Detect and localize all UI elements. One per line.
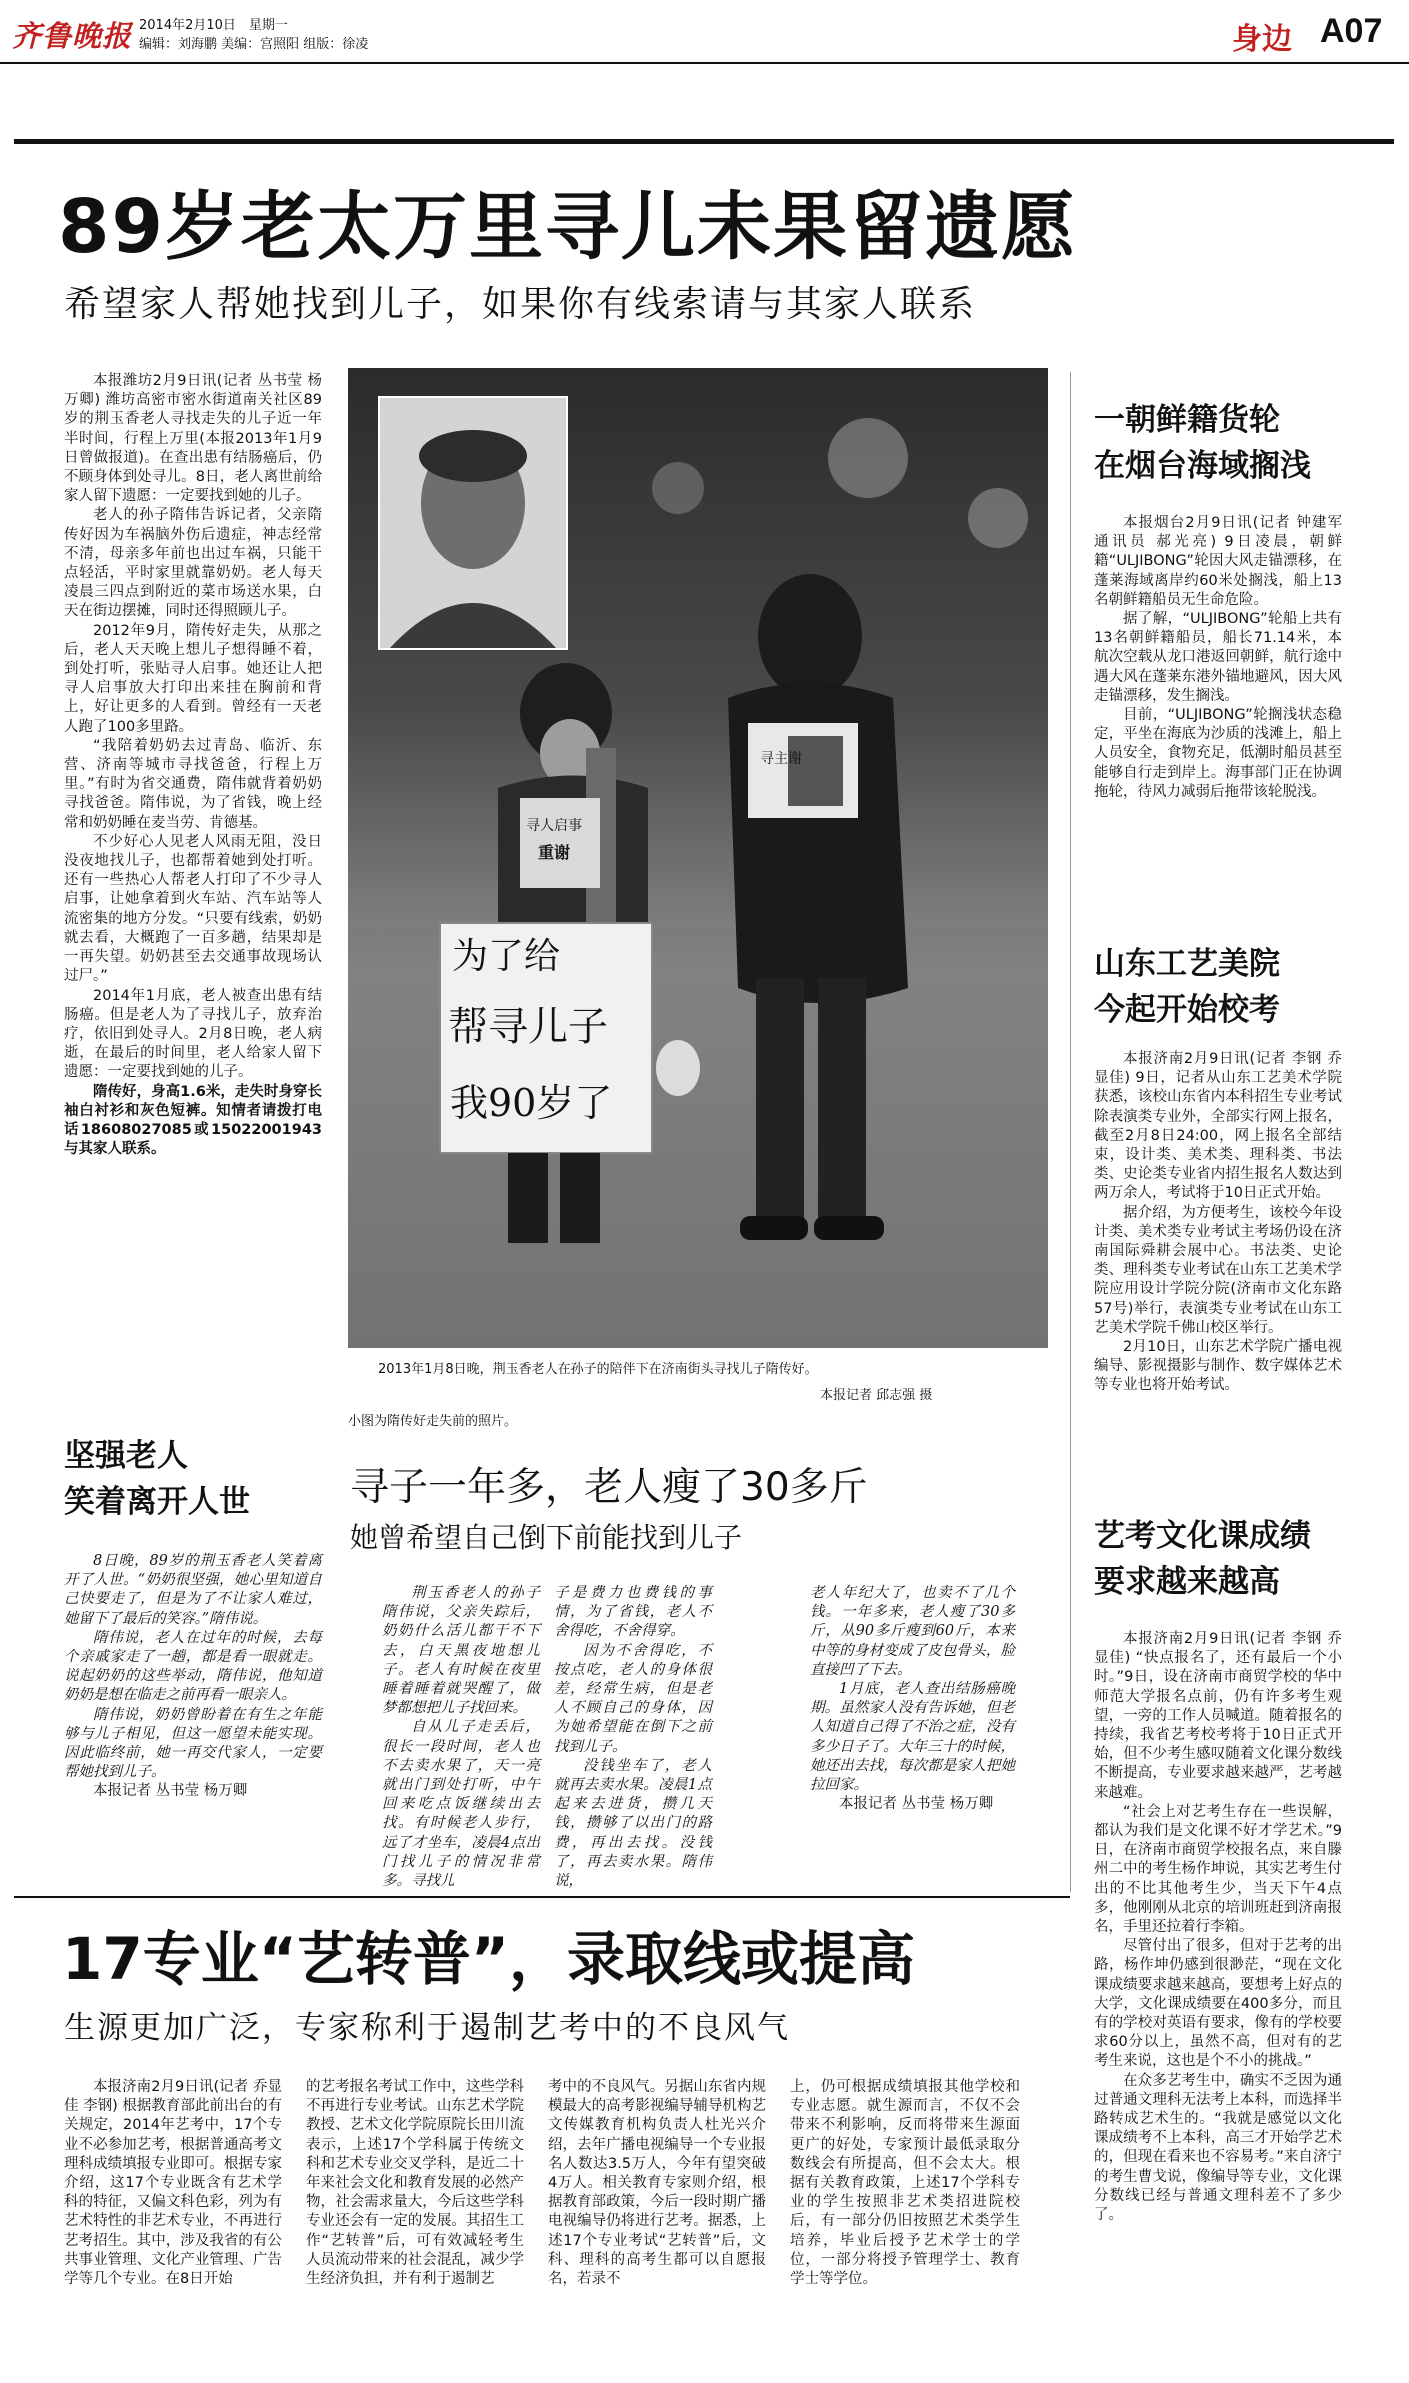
- sidebar-left-headline-2: 笑着离开人世: [64, 1484, 250, 1520]
- center-col-3: [810, 1584, 1015, 1859]
- editor-credits: 编辑：刘海鹏 美编：宫照阳 组版：徐凌: [139, 37, 369, 52]
- right1-paragraph: 本报烟台2月9日讯(记者 钟建军 通讯员 郝光亮) 9日凌晨，朝鲜籍“ULJIBONG”轮因大风走锚漂移，在蓬莱海域离岸约60米处搁浅，船上13名朝鲜籍船员无生命危险。: [1094, 515, 1342, 608]
- center-paragraph: 1月底，老人查出结肠癌晚期。虽然家人没有告诉她，但老人知道自己得了不治之症，没有多少日子了。大年三十的时候，她还出去找，每次都是家人把她拉回家。: [810, 1681, 1015, 1794]
- center-col-2: [554, 1584, 712, 1890]
- page-number: A07: [1320, 12, 1383, 50]
- grandson-shoe: [814, 1216, 884, 1240]
- bottom-story-rule: [14, 1896, 1070, 1898]
- masthead-rule: [0, 62, 1409, 64]
- woman-leg: [508, 1153, 548, 1243]
- photo-caption: 2013年1月8日晚，荆玉香老人在孙子的陪伴下在济南街头寻找儿子隋传好。: [378, 1362, 818, 1377]
- date-text: 2014年2月10日: [139, 18, 236, 33]
- center-paragraph: 因为不舍得吃，不按点吃，老人的身体很差，经常生病，但是老人不顾自己的身体，因为她希望能在倒下之前找到儿子。: [554, 1642, 712, 1755]
- main-paragraph: 2012年9月，隋传好走失，从那之后，老人天天晚上想儿子想得睡不着，到处打听，张贴寻人启事。她还让人把寻人启事放大打印出来挂在胸前和背上，好让更多的人看到。曾经有一天老人跑了100多里路。: [64, 622, 322, 735]
- right3-paragraph: “社会上对艺考生存在一些误解，都认为我们是文化课不好才学艺术。”9日，在济南市商贸学校报名点，来自滕州二中的考生杨作坤说，其实艺考生付出的不比其他考生少，当天下午4点多，他刚刚从北京的培训班赶到济南报名，手里还拉着行李箱。: [1094, 1803, 1342, 1936]
- center-paragraph: 没钱坐车了，老人就再去卖水果。凌晨1点起来去进货，攒几天钱，攒够了以出门的路费，再出去找。没钱了，再去卖水果。隋伟说，: [554, 1757, 712, 1890]
- section-name: 身边: [1232, 22, 1292, 57]
- main-paragraph: “我陪着奶奶去过青岛、临沂、东营、济南等城市寻找爸爸，行程上万里。”有时为省交通费，隋伟就背着奶奶寻找爸爸。隋伟说，为了省钱，晚上经常和奶奶睡在麦当劳、肯德基。: [64, 737, 322, 831]
- bottom-col-3: [548, 2078, 766, 2376]
- board-line-2: 帮寻儿子: [448, 1004, 608, 1050]
- center-byline: 本报记者 丛书莹 杨万卿: [839, 1796, 994, 1813]
- right1-headline-1: 一朝鲜籍货轮: [1094, 402, 1280, 438]
- right2-headline-2: 今起开始校考: [1094, 992, 1280, 1028]
- issue-date: [139, 14, 288, 33]
- right1-headline-2: 在烟台海域搁浅: [1094, 448, 1311, 484]
- bottom-paragraph: 本报济南2月9日讯(记者 乔显佳 李钢) 根据教育部此前出台的有关规定，2014年艺考中，17个专业不必参加艺考，根据普通高考文理科成绩填报专业即可。根据专家介绍，这17个专业既含有艺术学科的特征，又偏文科色彩，列为有艺术特性的非艺术专业，不再进行艺考招生。其中，涉及我省的有公共事业管理、文化产业管理、广告学等几个专业。在8日开始: [64, 2079, 282, 2288]
- center-subhead: 她曾希望自己倒下前能找到儿子: [350, 1521, 743, 1554]
- right-column-divider: [1070, 372, 1071, 1892]
- right2-paragraph: 2月10日，山东艺术学院广播电视编导、影视摄影与制作、数字媒体艺术等专业也将开始考试。: [1094, 1339, 1342, 1394]
- right3-headline-1: 艺考文化课成绩: [1094, 1518, 1311, 1554]
- street-light: [652, 462, 704, 514]
- center-col-1: [382, 1584, 540, 1890]
- right3-body: [1094, 1630, 1342, 2375]
- bottom-col-1: [64, 2078, 282, 2376]
- photo-credit: 本报记者 邱志强 摄: [820, 1388, 933, 1403]
- sidebar-left-headline-1: 坚强老人: [64, 1438, 188, 1474]
- bottom-subhead: 生源更加广泛，专家称利于遏制艺考中的不良风气: [64, 2010, 790, 2046]
- center-paragraph: 自从儿子走丢后，很长一段时间，老人也不去卖水果了，天一亮就出门到处打听，中午回来吃点饭继续出去找。有时候老人步行，远了才坐车，凌晨4点出门找儿子的情况非常多。寻找儿: [382, 1719, 540, 1890]
- center-paragraph: 子是费力也费钱的事情，为了省钱，老人不舍得吃，不舍得穿。: [554, 1585, 712, 1640]
- sidebar-left-body: [64, 1552, 322, 1862]
- woman-leg: [560, 1153, 600, 1243]
- right2-body: [1094, 1050, 1342, 1470]
- grandson-leg: [756, 978, 804, 1228]
- right3-paragraph: 尽管付出了很多，但对于艺考的出路，杨作坤仍感到很渺茫，“现在文化课成绩要求越来越高，要想考上好点的大学，文化课成绩要在400多分，而且有的学校对英语有要求，像有的学校要求60分以上，虽然不高，但对有的艺考生来说，这也是个不小的挑战。”: [1094, 1938, 1342, 2070]
- right1-paragraph: 目前，“ULJIBONG”轮搁浅状态稳定，平坐在海底为沙质的浅滩上，船上人员安全，食物充足，低潮时船员甚至能够自行走到岸上。海事部门正在协调拖轮，待风力减弱后拖带该轮脱浅。: [1094, 707, 1342, 800]
- bottom-col-4: [790, 2078, 1020, 2376]
- weekday-text: 星期一: [248, 18, 288, 33]
- main-paragraph: 不少好心人见老人风雨无阻，没日没夜地找儿子，也都帮着她到处打听。还有一些热心人帮老人打印了不少寻人启事，让她拿着到火车站、汽车站等人流密集的地方分发。“只要有线索，奶奶就去看，大概跑了一百多趟，结果却是一再失望。奶奶甚至去交通事故现场认过尸。”: [64, 833, 322, 985]
- right3-headline-2: 要求越来越高: [1094, 1564, 1280, 1600]
- right2-paragraph: 据介绍，为方便考生，该校今年设计类、美术类专业考试主考场仍设在济南国际舜耕会展中心。书法类、史论类、理科类专业考试在山东工艺美术学院应用设计学院分院(济南市文化东路57号)举行，表演类专业考试在山东工艺美术学院千佛山校区举行。: [1094, 1204, 1342, 1336]
- right3-paragraph: 在众多艺考生中，确实不乏因为通过普通文理科无法考上本科，而选择半路转成艺术生的。“我就是感觉以文化课成绩考不上本科，高三才开始学艺术的，但现在看来也不容易考。”来自济宁的考生曹戈说，像编导等专业，文化课分数线已经与普通文理科差不了多少了。: [1094, 2072, 1342, 2224]
- main-paragraph: 老人的孙子隋伟告诉记者，父亲隋传好因为车祸脑外伤后遗症，神志经常不清，母亲多年前也出过车祸，只能干点轻活，平时家里就靠奶奶。老人每天凌晨三四点到附近的菜市场送水果，白天在街边摆摊，同时还得照顾儿子。: [64, 507, 322, 620]
- bottom-paragraph: 考中的不良风气。另据山东省内规模最大的高考影视编导辅导机构艺文传媒教育机构负责人杜光兴介绍，去年广播电视编导一个专业报名人数达3.5万人，今年有望突破4万人。相关教育专家则介绍，根据教育部政策，今后一段时期广播电视编导仍将进行艺考。据悉，上述17个专业考试“艺转普”后，文科、理科的高考生都可以自愿报名，若录不: [548, 2079, 766, 2288]
- right1-body: [1094, 514, 1342, 892]
- main-paragraph: 本报潍坊2月9日讯(记者 丛书莹 杨万卿) 潍坊高密市密水街道南关社区89岁的荆玉香老人寻找走失的儿子近一年半时间，行程上万里(本报2013年1月9日曾做报道)。在查出患有结肠癌后，仍不顾身体到处寻儿。8日，老人离世前给家人留下遗愿：一定要找到她的儿子。: [64, 373, 322, 505]
- grandson-hood: [758, 574, 862, 698]
- contact-paragraph: 隋传好，身高1.6米，走失时身穿长袖白衬衫和灰色短裤。知情者请拨打电话18608027085或15022001943与其家人联系。: [64, 1083, 322, 1158]
- sidebar-left-byline: 本报记者 丛书莹 杨万卿: [93, 1783, 248, 1800]
- bottom-paragraph: 上，仍可根据成绩填报其他学校和专业志愿。就生源而言，不仅不会带来不利影响，反而将带来生源面更广的好处，专家预计最低录取分数线会有所提高，但不会太大。根据有关教育政策，上述17个学科专业的学生按照非艺术类招进院校后，有一部分仍旧按照艺术类学生培养，毕业后授予艺术学士的学位，一部分将授予管理学士、教育学士等学位。: [790, 2079, 1020, 2288]
- main-subhead: 希望家人帮她找到儿子，如果你有线索请与其家人联系: [64, 284, 977, 325]
- newspaper-logo: 齐鲁晚报: [12, 19, 133, 53]
- woman-sign-reward: 重谢: [538, 843, 571, 862]
- sidebar-left-paragraph: 隋伟说，奶奶曾盼着在有生之年能够与儿子相见，但这一愿望未能实现。因此临终前，她一再交代家人，一定要帮她找到儿子。: [64, 1706, 322, 1781]
- right3-paragraph: 本报济南2月9日讯(记者 李钢 乔显佳) “快点报名了，还有最后一个小时。”9日，设在济南市商贸学校的华中师范大学报名点前，仍有许多考生观望，一旁的工作人员喊道。随着报名的持续，我省艺考校考将于10日正式开始，但不少考生感叹随着文化课分数线不断提高，专业要求越来越严，艺考越来越难。: [1094, 1631, 1342, 1801]
- missing-person-photo: [788, 736, 843, 806]
- right1-paragraph: 据了解，“ULJIBONG”轮船上共有13名朝鲜籍船员，船长71.14米，本航次空载从龙口港返回朝鲜，航行途中遇大风在蓬莱东港外锚地避风，因大风走锚漂移，发生搁浅。: [1094, 611, 1342, 704]
- bottom-col-2: [306, 2078, 524, 2376]
- main-story-body: [64, 372, 322, 1382]
- inset-portrait-drawing: [380, 398, 566, 648]
- main-paragraph: 2014年1月底，老人被查出患有结肠癌。但是老人为了寻找儿子，放弃治疗，依旧到处寻人。2月8日晚，老人病逝，在最后的时间里，老人给家人留下遗愿：一定要找到她的儿子。: [64, 987, 322, 1081]
- right2-headline-1: 山东工艺美院: [1094, 946, 1280, 982]
- woman-sign-text: 寻人启事: [526, 818, 582, 834]
- street-light: [828, 418, 908, 498]
- inset-caption: 小图为隋传好走失前的照片。: [348, 1414, 518, 1429]
- portrait-hair: [419, 430, 527, 482]
- board-line-3: 我90岁了: [450, 1081, 613, 1125]
- inset-portrait-photo: [378, 396, 568, 650]
- sidebar-left-paragraph: 隋伟说，老人在过年的时候，去每个亲戚家走了一趟，都是看一眼就走。说起奶奶的这些举动，隋伟说，他知道奶奶是想在临走之前再看一眼亲人。: [64, 1629, 322, 1704]
- bottom-paragraph: 的艺考报名考试工作中，这些学科不再进行专业考试。山东艺术学院教授、艺术文化学院原院长田川流表示，上述17个学科属于传统文科和艺术专业交叉学科，是近二十年来社会文化和教育发展的必然产物，社会需求量大，今后这些学科专业还会有一定的发展。其招生工作“艺转普”后，可有效减轻考生人员流动带来的社会混乱，减少学生经济负担，并有利于遏制艺: [306, 2079, 524, 2288]
- bottom-headline: 17专业“艺转普”，录取线或提高: [62, 1925, 915, 1993]
- grandson-leg: [818, 978, 866, 1228]
- plastic-bag: [656, 1040, 700, 1096]
- grandson-sign-text: 寻主谢: [760, 751, 802, 767]
- center-headline: 寻子一年多，老人瘦了30多斤: [350, 1465, 868, 1510]
- right2-paragraph: 本报济南2月9日讯(记者 李钢 乔显佳) 9日，记者从山东工艺美术学院获悉，该校山东省内本科招生专业考试除表演类专业外，全部实行网上报名，截至2月8日24:00，网上报名全部结束，设计类、美术类、理科类、书法类、史论类专业省内招生报名人数达到两万余人，考试将于10日正式开始。: [1094, 1051, 1342, 1202]
- grandson-shoe: [740, 1216, 808, 1240]
- main-photo: [348, 368, 1048, 1348]
- main-headline: 89岁老太万里寻儿未果留遗愿: [58, 184, 1077, 270]
- street-light: [968, 488, 1028, 548]
- center-paragraph: 荆玉香老人的孙子隋伟说，父亲失踪后，奶奶什么活儿都干不下去，白天黑夜地想儿子。老人有时候在夜里睡着睡着就哭醒了，做梦都想把儿子找回来。: [382, 1585, 540, 1717]
- board-line-1: 为了给: [452, 936, 561, 977]
- top-thick-rule: [14, 139, 1394, 144]
- sidebar-left-paragraph: 8日晚，89岁的荆玉香老人笑着离开了人世。“奶奶很坚强，她心里知道自己快要走了，但是为了不让家人难过，她留下了最后的笑容。”隋伟说。: [64, 1553, 322, 1627]
- center-paragraph: 老人年纪大了，也卖不了几个钱。一年多来，老人瘦了30多斤，从90多斤瘦到60斤，本来中等的身材变成了皮包骨头，脸直接凹了下去。: [810, 1585, 1015, 1678]
